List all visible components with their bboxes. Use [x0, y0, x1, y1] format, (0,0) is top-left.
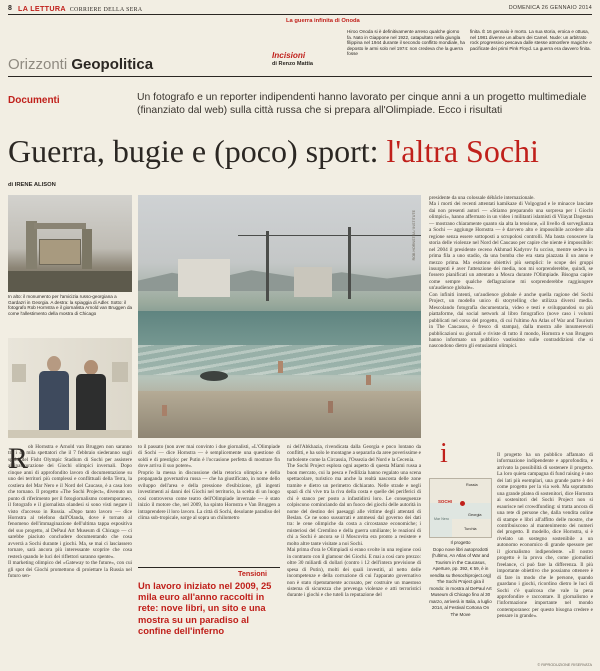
map-marker — [460, 501, 465, 506]
map-label-sea: Mar Nero — [434, 517, 449, 521]
pylon-right — [348, 227, 351, 299]
swimmer-2 — [366, 375, 371, 385]
byline: di IRENE ALISON — [8, 182, 56, 188]
wall-frame-1 — [12, 364, 26, 382]
documenti-label: Documenti — [8, 95, 60, 106]
portrait-photo — [8, 338, 132, 438]
monument-mural — [39, 239, 81, 265]
map-city-label: SOCHI — [438, 499, 452, 504]
monument-ground — [8, 271, 132, 292]
swimmer-1 — [278, 361, 283, 373]
building-2 — [294, 267, 332, 297]
person-left-head — [47, 356, 61, 372]
deck: Un fotografo e un reporter indipendenti hanno lavorato per cinque anni a un progetto multimediale (finanziato dal web) sulla città russa che si prepara all'Olimpiade. Ecco i risultati — [137, 92, 587, 116]
section-title-bold: Geopolitica — [71, 56, 154, 73]
monument-caption: In alto: il monumento per l'amicizia russo-georgiana a Gardazri in Georgia. A destra: la spiaggia di Adler. Sotto: il fotografo Rob Hornstra e il giornalista Arnold van Bruggen da come l'allestimento della mostra di Chicago — [8, 294, 133, 316]
column-right-lower: Il progetto ha un pubblico affamato di informazione indipendente e approfondita, e arrivato la possibilità di sostenere il progetto. La loro quieta campagna di fund raising è uno dei lati più esemplari, una grande parte è dei come progetto per la via web. Ma soprattutto una grande platea di sostenitori, dice Hornstra ai sostenitori del Sochi Project non si esaurisce nel crowdfunding: si tratta ancora di una rete di persone che, dalla vendita online di stampe e libri all'affitto delle mostre, che contribuiscono al mantenimento dei numeri del progetto. Il modello, dice Hornstra, si è rivelato un sostegno sostenibile a un autonomo economico di grande spessore per il giornalismo indipendente. «Il nostro progetto è la prova che, come giornalisti freelance, ci può fare la differenza. Il più importante obiettivo che possiamo ottenere è di fare in modo che le persone, quando guardano i giochi, ricordino dietro le luci di Sochi c'è qualcosa che vale la pena approfondire e raccontare. Il giornalismo e l'informazione importante nel mondo contemporaneo: per questo bisogna credere e pensare in grande». — [497, 452, 593, 620]
side-text-a: Hiroo Onoda si è definitivamente arreso qualche giorno fa. Nato in Giappone nel 1922, catapultato nella giungla filippina nel 1944 durante il secondo conflitto mondiale, ha deposto le armi solo nel 1974: non credeva che la guerra fosse — [347, 29, 465, 57]
column-3: ni dell'Abkhazia, rivendicata dalla Georgia e poco lontano da conflitti, e ha solo le montagne a separarla da aree poverissime e turbolente come la Circassia, l'Ossezia del Nord e la Cecenia. The Sochi Project esplora ogni aspetto di questa Miami russa a buon mercato, cui la pesca e l'edilizia hanno regalato una scena spettacolare, turistico ma anche la realtà nascosta delle zone tramite e dietro un perimetro dichiarato. Nelle strade e negli spazi di chi vive tra la riva della costa e quelle dei periferici di chi è stanco per posto a infastidirsi loro. Le conseguenze colpiscono cominciando dal un fuoco dei giochi delle autorità in nome del destino dei paesaggi alle vittime degli attentati di Beslan. Ce ne sono sussurrati e ammessi dal governo dei dati tra: le cene olimpiche da costa a circostanze economiche; i misteriosi del Cremlino e della guerra umiliante; le reazioni di chi a Sochi è ancora se il Moscovita era pronto a resistere e molto altre tante visitate a noi Sochi. Mai prima d'ora le Olimpiadi si erano svolte in una regione così in contrasto con il glamour dei Giochi. E mai a così caro prezzo: oltre 30 miliardi di dollari (contro i 12 dell'intera previsione di spesa di Putin), molti dei quali investiti, al netto delle incompetenze e della corruzione di cui l'apparato governativo non è stato ripetutamente accusato, per costruire un maestoso sistema di sicurezza che prevenga violenze e atti terroristici durante i giochi e che tuteli la reputazione del — [287, 444, 421, 599]
info-icon: i — [440, 438, 448, 469]
swimmer-4 — [162, 405, 167, 416]
section-name: LA LETTURA — [18, 4, 66, 13]
newspaper-name: CORRIERE DELLA SERA — [69, 7, 143, 13]
side-kicker: La guerra infinita di Onoda — [286, 18, 360, 24]
column-right-upper: presidente da una colossale débâcle internazionale. Ma i morti dei recenti attentati kamikaze di Volgograd e le minacce lanciate dai non presenti autori — «Stiamo preparando una sorpresa per i Giochi olimpici», hanno affermato in un video i militanti islamisti di Vilayat Dagestan — mostrano chiaramente quanto sia alta la tensione, «il livello di sorveglianza a Sochi — aggiunge Hornstra — è davvero alto e impossibile accedere alla regione senza essere sottoposti a scrupolosi controlli. Ma basta conoscere la storia delle violenze nel Nord del Caucaso per capire che niente è impossibile: nel 2004 il presidente ceceno Akhmad Kadyrov fu ucciso, mentre sedeva in prima fila a uno stadio, da una bomba che era stata piazzata il un anno e mezzo prima. Ma esistono obiettivi più semplici: le scope dei gruppi insurgenti è aver l'attenzione dei media, non mi sorprenderebbe, quindi, se fossero pianificati un attentato a Mosca durante l'Olimpiade. Bisogna capire come sempre qualche deflagrazione mi sorprenderebbe raggiungere un'audience globale». Con infiniti intenti, un'audience globale è anche quella ragione del Sochi Project, un modello unico di storytelling che utilizza diversi media. Mescolando fotografia documentaria, video e testi e sviluppandosi su più piattaforme, dai social network al libro fotografico (nove caso i volumi pubblicati nel corso del progetto, di cui l'ultimo An Atlas of War and Tourism in The Caucasus, è fresco di stampa), dalla mostra alle innumerevoli pubblicazioni su giornali e riviste di tutto il mondo, Hornstra e van Bruggen hanno informato un pubblico vastissimo sulle contraddizioni che si nascondono dietro gli entusiasmi olimpici. — [429, 195, 593, 350]
beach-rock — [200, 371, 228, 381]
column-2: to il passato (non aver mai convinto i due giornalisti, «L'Olimpiade di Sochi — dice Hornstra — è semplicemente una questione di soldi e di prestigio: per Putin è l'occasione perfetta di mostrare fin dove arriva il suo potere». Proprio la messa in discussione della retorica olimpica e della propaganda governativa russa — che ha giustificato, in nome dello sviluppo dell'area e della pressione d'esibizione, gli ingenti investimenti ai danni dei Giochi nel territorio, la scelta di un luogo così controverso come teatro dell'Olimpiade invernale — è stato inizio il motore che, nel 2009, ha spinto Hornstra e Van Bruggen a intraprendere il loro lavoro. La città di Sochi, desolante paradiso del clima sub-tropicale, sorge al sopra un chilometro — [138, 444, 280, 521]
person-right-body — [76, 374, 106, 432]
issue-date: DOMENICA 26 GENNAIO 2014 — [508, 5, 592, 11]
headline-accent: l'altra Sochi — [386, 133, 539, 169]
map-label-turkey: Turchia — [464, 527, 477, 531]
tensioni-rule — [138, 567, 280, 568]
section-title-light: Orizzonti — [8, 56, 68, 73]
building-1 — [178, 259, 230, 297]
info-map — [429, 478, 492, 538]
monument-photo — [8, 195, 132, 292]
side-title: Incisioni — [272, 51, 306, 60]
side-text-b: finita. È 16 gennaio è morto. La sua storia, eroica e ottusa, nel 1981 divenne un album dei Camel. Nude: un arbitrato rock progressivo pescava dalle stesse atmosfere magiche e pacificate dei primi Pink Floyd. La guerra era davvero finita. — [470, 29, 592, 51]
beach-photo — [138, 195, 421, 438]
headline — [8, 133, 600, 169]
beach-shore — [138, 391, 421, 438]
section-rule — [8, 76, 592, 77]
section-title — [8, 56, 153, 73]
monument-arch — [34, 223, 86, 229]
header-rule — [8, 14, 592, 15]
person-left-body — [39, 371, 69, 431]
info-text: Il progetto Dopo nove libri autoprodotti (l'ultimo, An Atlas of War and Tourism in the Caucasus, Aperture, pp. 392, € 59, è in vendita su thesochiproject.org) The Sochi Project gira il mondo: in mostra al DePaul Art Museum di Chicago fino al 30 marzo, arriverà in Italia, a luglio 2014, al Festival Cortona On The Move — [429, 540, 492, 617]
drop-cap: R — [8, 442, 29, 475]
pull-quote: Un lavoro iniziato nel 2009, 25 mila euro all'anno raccolti in rete: nove libri, un sito e una mostra su un paradiso al confine dell'inferno — [138, 580, 272, 636]
tensioni-label: Tensioni — [238, 569, 268, 578]
column-1: ob Hornstra e Arnold van Bruggen non saranno tra i 40 mila spettatori che il 7 febbraio siederanno sugli spalti del Fisht Olympic Stadium di Sochi per assistere all'inaugurazione dei Giochi olimpici invernali. Dopo cinque anni di approfondito lavoro di documentazione su uno dei territori più complessi e conflittuali della Terra, la costiera del Mar Nero e il Nord del Caucaso, è a casa loro che tornano. Il progetto «The Sochi Project», divenuto un punto di riferimento per il fotogiornalismo contemporaneo, il fotografo e il giornalista olandesi si sono visti negare il visto d'accesso in Russia. «Dopo tanto lavoro — dice Hornstra al telefono dall'Olanda, dove è tornato al fenomeno dell'immaginazione dell'ultima tappa espositiva del suo progetto, al DePaul Art Museum di Chicago — ci sarebbe piaciuto concludere documentando che cosa avverrà a Sochi durante i giochi. Ma, se mai ci lasciassero tornare, sarà ancora più interessante scoprire che cosa resterà quando le luci dei riflettori saranno spente». Il marketing olimpico del «Gateway to the future», con cui gli spot dei Giochi promettono di proiettare la Russia nel futuro sen- — [8, 444, 132, 580]
catenary-wire — [238, 235, 421, 236]
section-logo — [18, 4, 143, 13]
side-column — [254, 18, 594, 88]
map-label-russia: Russia — [466, 483, 478, 487]
side-byline: di Renzo Mattia — [272, 61, 314, 67]
pylon-left — [266, 231, 269, 301]
headline-main: Guerra, bugie e (poco) sport: — [8, 133, 379, 169]
wall-frame-2 — [112, 362, 128, 382]
floor — [8, 430, 132, 438]
swimmer-3 — [328, 401, 333, 413]
person-right-head — [84, 360, 98, 375]
map-label-georgia: Georgia — [468, 513, 482, 517]
copyright-footer: © RIPRODUZIONE RISERVATA — [537, 663, 592, 667]
page-number: 8 — [8, 5, 12, 12]
photo-credit: ROB HORNSTRA / INSTITUTE — [412, 210, 416, 261]
monument-pillar-right — [82, 229, 92, 269]
